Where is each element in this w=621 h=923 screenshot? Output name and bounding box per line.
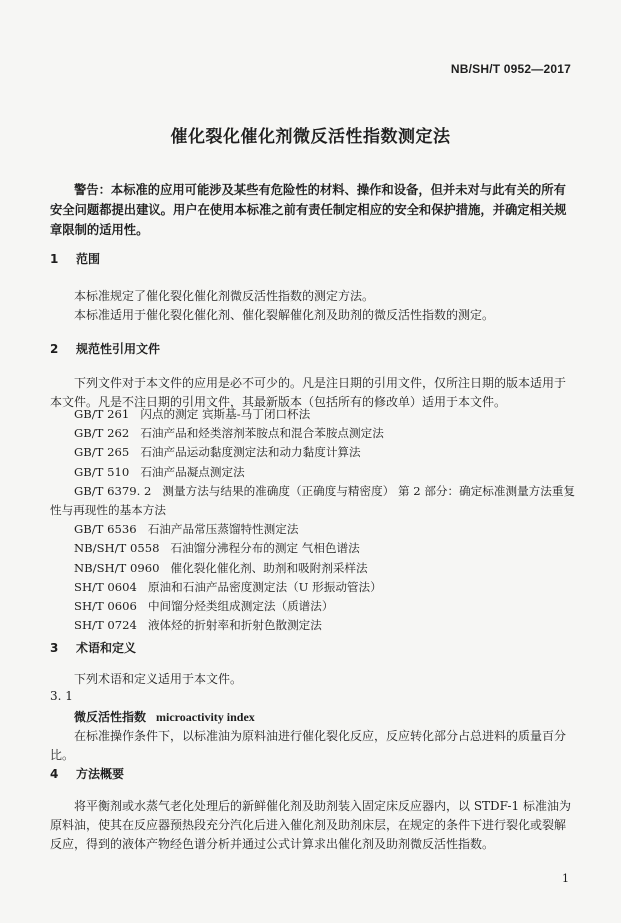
section-title: 方法概要 xyxy=(76,767,125,781)
section-1-heading xyxy=(50,250,100,267)
reference-item: GB/T 265 石油产品运动黏度测定法和动力黏度计算法 xyxy=(74,445,361,460)
section-3-heading xyxy=(50,639,136,656)
term-english: microactivity index xyxy=(156,710,255,724)
reference-item: GB/T 262 石油产品和烃类溶剂苯胺点和混合苯胺点测定法 xyxy=(74,426,384,441)
section-4-paragraph-1: 将平衡剂或水蒸气老化处理后的新鲜催化剂及助剂装入固定床反应器内，以 STDF-1 标准油为原料油，使其在反应器预热段充分汽化后进入催化剂及助剂床层，在规定的条件下进行裂化或裂解反应，得到的液体产物经色谱分析并通过公式计算求出催化剂及助剂微反活性指数。 xyxy=(50,799,571,851)
section-2-intro: 下列文件对于本文件的应用是必不可少的。凡是注日期的引用文件，仅所注日期的版本适用于本文件。凡是不注日期的引用文件，其最新版本（包括所有的修改单）适用于本文件。 xyxy=(50,376,567,409)
document-title: 催化裂化催化剂微反活性指数测定法 xyxy=(170,127,451,147)
normative-references-list xyxy=(50,405,580,635)
reference-item: NB/SH/T 0558 石油馏分沸程分布的测定 气相色谱法 xyxy=(74,541,360,556)
reference-item-continuation: 性与再现性的基本方法 xyxy=(50,503,166,518)
page-number: 1 xyxy=(562,872,569,885)
reference-item: SH/T 0606 中间馏分烃类组成测定法（质谱法） xyxy=(74,599,334,614)
reference-item: NB/SH/T 0960 催化裂化催化剂、助剂和吸附剂采样法 xyxy=(74,560,368,575)
section-title: 规范性引用文件 xyxy=(76,342,161,356)
section-title: 术语和定义 xyxy=(76,641,137,655)
section-title: 范围 xyxy=(76,252,101,266)
reference-item: SH/T 0604 原油和石油产品密度测定法（U 形振动管法） xyxy=(74,579,382,594)
reference-item: GB/T 261 闪点的测定 宾斯基-马丁闭口杯法 xyxy=(74,407,311,421)
section-number: 1 xyxy=(50,252,59,266)
section-1-paragraph-2: 本标准适用于催化裂化催化剂、催化裂解催化剂及助剂的微反活性指数的测定。 xyxy=(74,308,495,322)
reference-item: SH/T 0724 液体烃的折射率和折射色散测定法 xyxy=(74,618,322,633)
reference-item: GB/T 510 石油产品凝点测定法 xyxy=(74,464,245,479)
section-number: 4 xyxy=(50,767,59,781)
term-number: 3. 1 xyxy=(50,689,73,703)
section-4-heading xyxy=(50,765,124,782)
warning-paragraph: 警告：本标准的应用可能涉及某些有危险性的材料、操作和设备，但并未对与此有关的所有安全问题都提出建议。用户在使用本标准之前有责任制定相应的安全和保护措施，并确定相关规章限制的适用性。 xyxy=(50,183,567,237)
term-chinese: 微反活性指数 xyxy=(74,710,147,724)
term-entry xyxy=(74,708,255,725)
section-2-heading xyxy=(50,340,160,357)
section-number: 2 xyxy=(50,342,59,356)
term-definition: 在标准操作条件下，以标准油为原料油进行催化裂化反应，反应转化部分占总进料的质量百分比。 xyxy=(50,729,567,762)
reference-item: GB/T 6536 石油产品常压蒸馏特性测定法 xyxy=(74,522,299,537)
section-3-intro: 下列术语和定义适用于本文件。 xyxy=(74,672,243,686)
standard-number: NB/SH/T 0952—2017 xyxy=(450,62,571,76)
reference-item: GB/T 6379. 2 测量方法与结果的准确度（正确度与精密度） 第 2 部分：确定标准测量方法重复 xyxy=(74,483,576,498)
section-number: 3 xyxy=(50,641,59,655)
section-1-paragraph-1: 本标准规定了催化裂化催化剂微反活性指数的测定方法。 xyxy=(74,289,375,303)
